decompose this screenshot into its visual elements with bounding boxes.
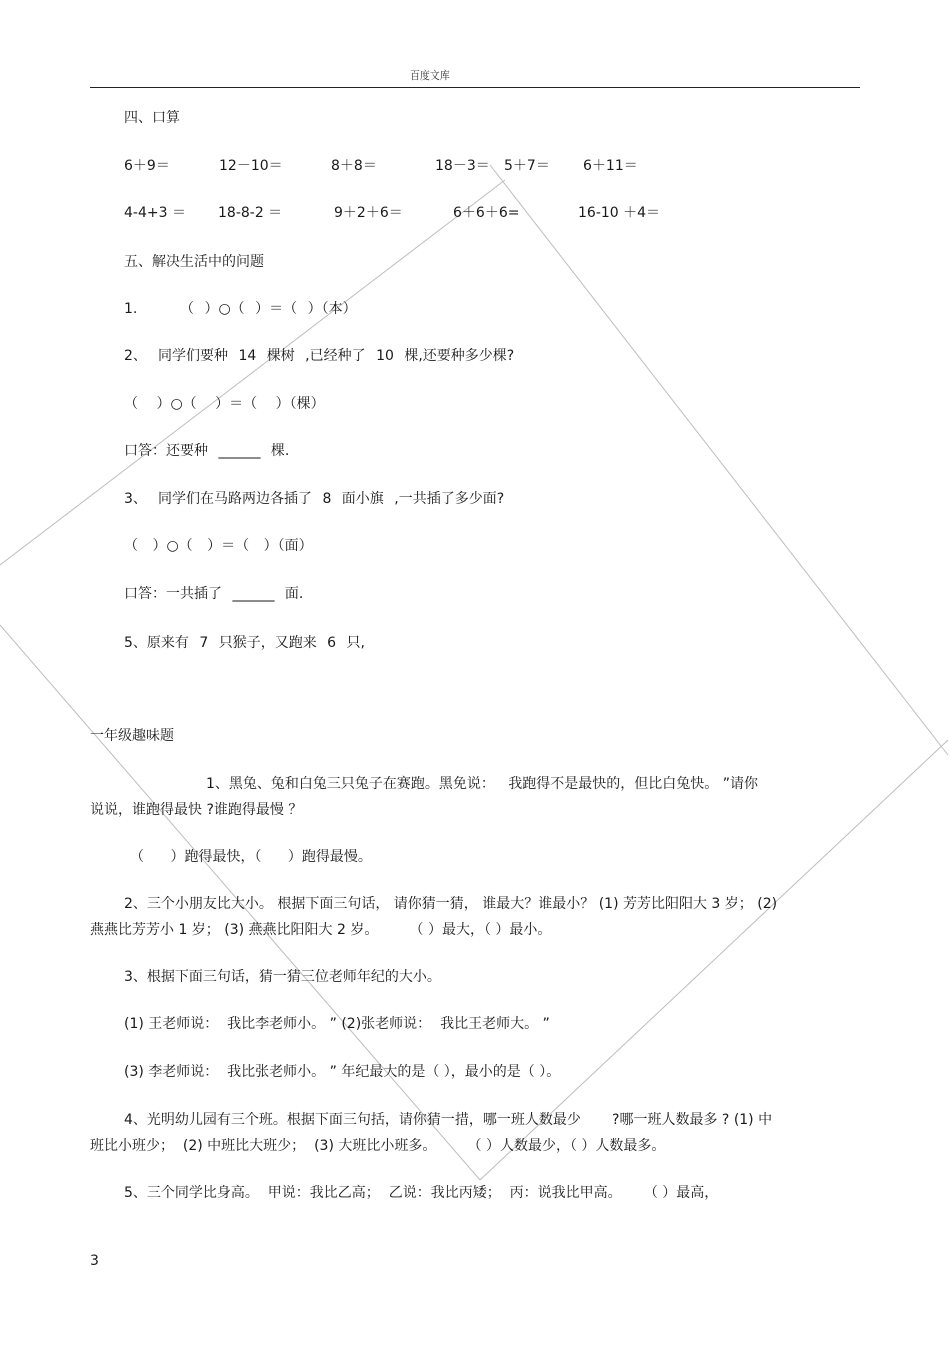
question-number: 2、	[124, 348, 147, 364]
formula-blank: （ ）○（ ）＝（ ）（面）	[124, 538, 313, 554]
question-text: 同学们在马路两边各插了 8 面小旗 ,一共插了多少面?	[158, 491, 505, 507]
arith-item: 6＋6＋6=	[453, 205, 520, 221]
formula-blank: （ ）○（ ）＝（ ）（棵）	[124, 396, 325, 412]
arith-item: 8＋8＝	[331, 158, 377, 174]
paragraph-line: 3、根据下面三句话，猜一猜三位老师年纪的大小。	[124, 969, 441, 985]
section4-title: 四、口算	[124, 110, 180, 126]
answer-blank: （ ）跑得最快，（ ）跑得最慢。	[130, 849, 372, 865]
arith-item: 5＋7＝	[504, 158, 550, 174]
arith-item: 6＋9＝	[124, 158, 170, 174]
header-divider	[90, 87, 860, 88]
paragraph-line: 班比小班少； (2) 中班比大班少； (3) 大班比小班多。 （ ）人数最少，（ ）人数最多。	[90, 1138, 666, 1154]
arith-item: 9＋2＋6＝	[334, 205, 403, 221]
answer-line: 口答：一共插了 ______ 面.	[124, 586, 304, 602]
arith-item: 18－3＝	[435, 158, 490, 174]
paragraph-line: 燕燕比芳芳小 1 岁； (3) 燕燕比阳阳大 2 岁。 （ ）最大，（ ）最小。	[90, 922, 552, 938]
arith-item: 4-4+3 ＝	[124, 205, 186, 221]
paragraph-line: 4、光明幼儿园有三个班。根据下面三句括，请你猜一措，哪一班人数最少 ?哪一班人数最多 ? (1) 中	[124, 1112, 773, 1128]
arith-item: 16-10 ＋4＝	[578, 205, 661, 221]
paragraph-line: (3) 李老师说： 我比张老师小。 ” 年纪最大的是（ ），最小的是（ ）。	[124, 1064, 561, 1080]
question-number: 3、	[124, 491, 147, 507]
arith-item: 6＋11＝	[583, 158, 638, 174]
formula-blank: （ ）○（ ）＝（ ）（本）	[180, 301, 357, 317]
fun-title: 一年级趣味题	[90, 728, 174, 744]
paragraph-line: 1、黑兔、兔和白兔三只兔子在赛跑。黑免说： 我跑得不是最快的，但比白兔快。 ”请你	[206, 776, 758, 792]
answer-line: 口答：还要种 ______ 棵.	[124, 443, 290, 459]
arith-item: 12－10＝	[219, 158, 283, 174]
arith-item: 18-8-2 ＝	[218, 205, 283, 221]
section5-title: 五、解决生活中的问题	[124, 254, 264, 270]
question-text: 同学们要种 14 棵树 ,已经种了 10 棵,还要种多少棵?	[158, 348, 515, 364]
page-header: 百度文库	[409, 69, 450, 82]
paragraph-line: 说说，谁跑得最快 ?谁跑得最慢 ？	[90, 802, 303, 818]
question-text: 5、原来有 7 只猴子，又跑来 6 只,	[124, 635, 365, 651]
paragraph-line: 2、三个小朋友比大小。 根据下面三句话， 请你猜一猜， 谁最大？谁最小？ (1) 芳芳比阳阳大 3 岁； (2)	[124, 896, 778, 912]
paragraph-line: 5、三个同学比身高。 甲说：我比乙高； 乙说：我比丙矮； 丙：说我比甲高。 （ ）最高，	[124, 1185, 719, 1201]
paragraph-line: (1) 王老师说： 我比李老师小。 ” (2)张老师说： 我比王老师大。 ”	[124, 1016, 550, 1032]
question-number: 1.	[124, 301, 138, 317]
page-number: 3	[90, 1253, 99, 1269]
